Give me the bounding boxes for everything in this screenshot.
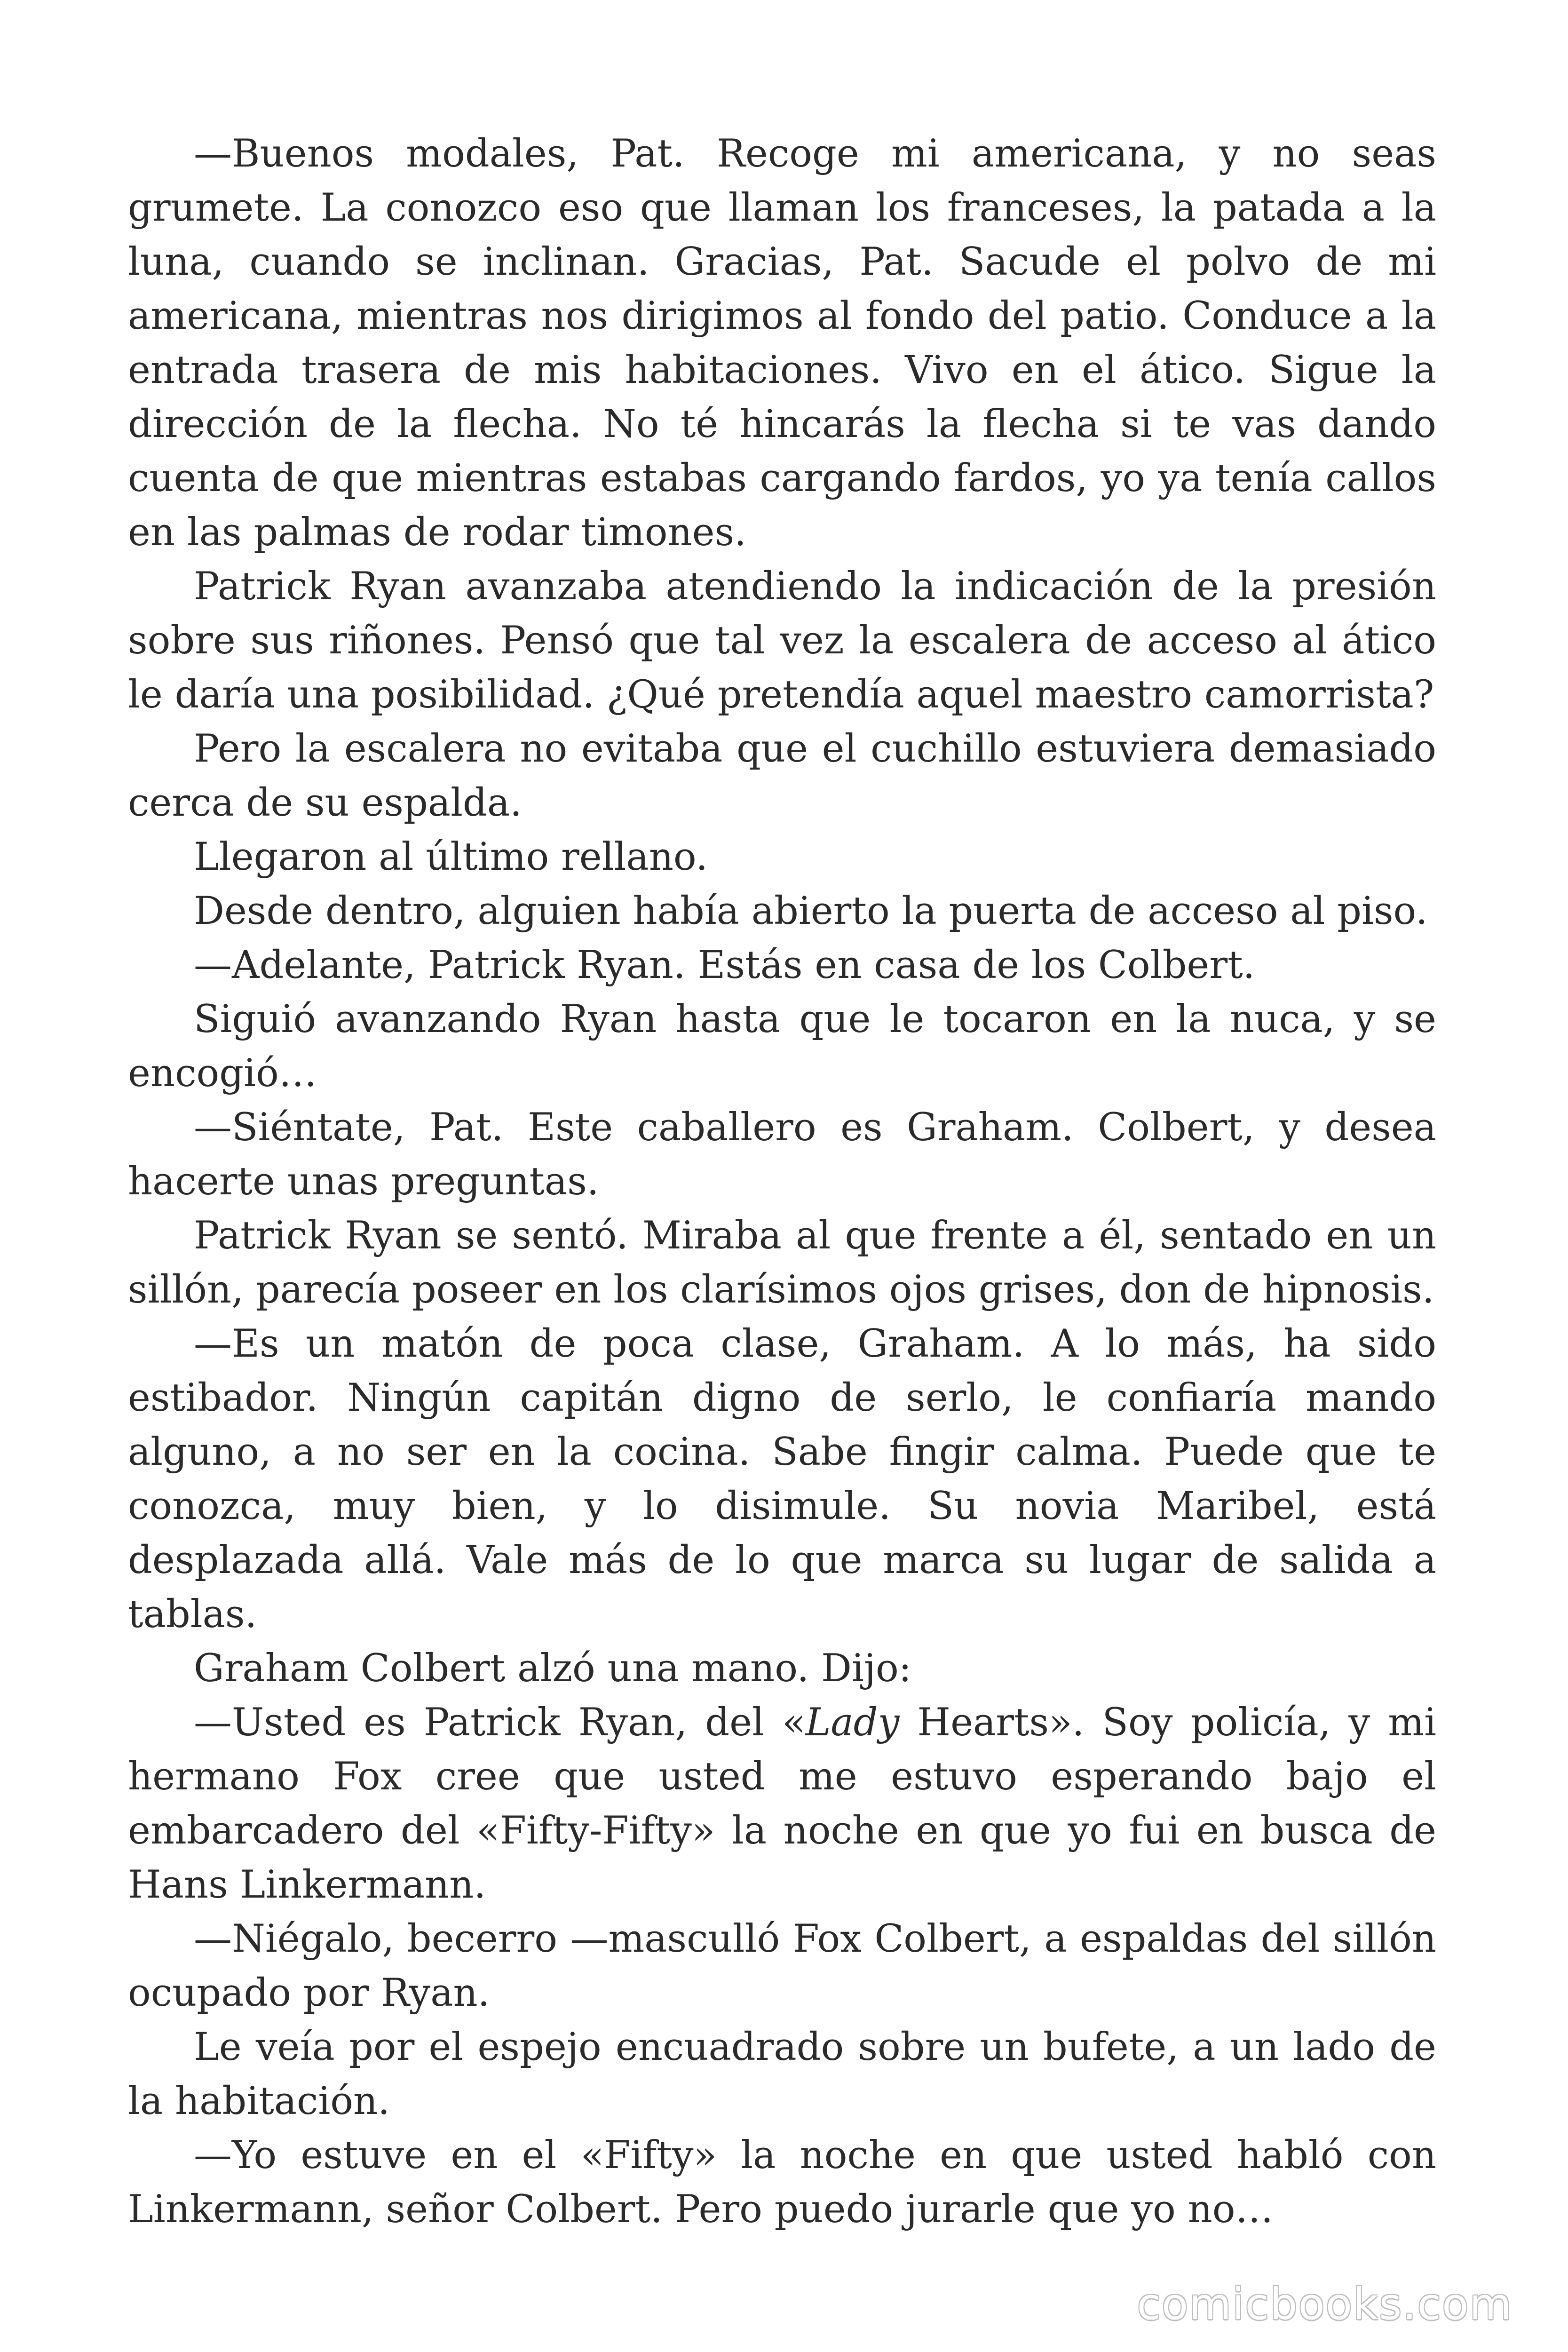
watermark: comicbooks.com: [1137, 2279, 1513, 2329]
paragraph-4: Llegaron al último rellano.: [194, 835, 708, 879]
paragraph-9: Patrick Ryan se sentó. Miraba al que frente a él, sentado en un sillón, parecía poseer en los clarísimos ojos grises, don de hipnosis.: [128, 1214, 1436, 1312]
paragraph-12: [128, 1696, 1436, 1912]
paragraph-5: Desde dentro, alguien había abierto la puerta de acceso al piso.: [194, 889, 1428, 933]
paragraph-12-after: Hearts». Soy policía, y mi hermano Fox cree que usted me estuvo esperando bajo el embarcadero del «Fifty-Fifty» la noche en que yo fui en busca de Hans Linkermann.: [128, 1700, 1436, 1907]
paragraph-10: —Es un matón de poca clase, Graham. A lo más, ha sido estibador. Ningún capitán digno de serlo, le confiaría mando alguno, a no ser en la cocina. Sabe fingir calma. Puede que te conozca, muy bien, y lo disimule. Su novia Maribel, está desplazada allá. Vale más de lo que marca su lugar de salida a tablas.: [128, 1322, 1436, 1637]
paragraph-14: Le veía por el espejo encuadrado sobre un bufete, a un lado de la habitación.: [128, 2025, 1436, 2123]
paragraph-2: Patrick Ryan avanzaba atendiendo la indicación de la presión sobre sus riñones. Pensó que tal vez la escalera de acceso al ático le daría una posibilidad. ¿Qué pretendía aquel maestro camorrista?: [128, 564, 1436, 717]
paragraph-15: —Yo estuve en el «Fifty» la noche en que usted habló con Linkermann, señor Colbert. Pero puedo jurarle que yo no…: [128, 2133, 1436, 2232]
paragraph-12-before: —Usted es Patrick Ryan, del «: [194, 1700, 806, 1745]
paragraph-8: —Siéntate, Pat. Este caballero es Graham. Colbert, y desea hacerte unas preguntas.: [128, 1105, 1436, 1204]
paragraph-3: Pero la escalera no evitaba que el cuchillo estuviera demasiado cerca de su espalda.: [128, 727, 1436, 825]
ship-name-italic: Lady: [805, 1700, 900, 1745]
paragraph-1: —Buenos modales, Pat. Recoge mi americana, y no seas grumete. La conozco eso que llaman los franceses, la patada a la luna, cuando se inclinan. Gracias, Pat. Sacude el polvo de mi americana, mientras nos dirigimos al fondo del patio. Conduce a la entrada trasera de mis habitaciones. Vivo en el ático. Sigue la dirección de la flecha. No té hincarás la flecha si te vas dando cuenta de que mientras estabas cargando fardos, yo ya tenía callos en las palmas de rodar timones.: [128, 132, 1436, 555]
paragraph-7: Siguió avanzando Ryan hasta que le tocaron en la nuca, y se encogió…: [128, 997, 1436, 1096]
paragraph-13: —Niégalo, becerro —masculló Fox Colbert, a espaldas del sillón ocupado por Ryan.: [128, 1917, 1436, 2015]
paragraph-6: —Adelante, Patrick Ryan. Estás en casa de los Colbert.: [194, 943, 1255, 987]
body-text: [128, 127, 1436, 2237]
paragraph-11: Graham Colbert alzó una mano. Dijo:: [194, 1646, 912, 1691]
